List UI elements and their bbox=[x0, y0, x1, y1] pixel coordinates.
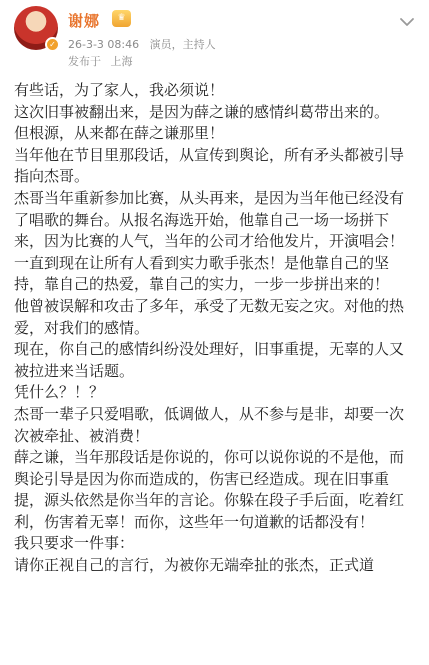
paragraph: 他曾被误解和攻击了多年，承受了无数无妄之灾。对他的热爱，对我们的感情。 bbox=[14, 296, 405, 337]
paragraph: 这次旧事被翻出来，是因为薛之谦的感情纠葛带出来的。 bbox=[14, 102, 390, 121]
post-content bbox=[14, 80, 418, 577]
paragraph: 当年他在节目里那段话，从宣传到舆论，所有矛头都被引导指向杰哥。 bbox=[14, 145, 405, 186]
location-prefix: 发布于 bbox=[68, 55, 101, 68]
user-role: 演员，主持人 bbox=[149, 38, 216, 51]
chevron-down-icon bbox=[395, 10, 419, 34]
paragraph: 有些话，为了家人，我必须说！ bbox=[14, 81, 225, 99]
username[interactable]: 谢娜 bbox=[68, 12, 101, 30]
paragraph: 杰哥当年重新参加比赛，从头再来，是因为当年他已经没有了唱歌的舞台。从报名海选开始，他靠自己一场一场拼下来，因为比赛的人气，当年的公司才给他发片，开演唱会！一直到现在让所有人看到实力歌手张杰！是他靠自己的坚持，靠自己的热爱，靠自己的实力，一步一步拼出来的！ bbox=[14, 188, 405, 294]
location-place: 上海 bbox=[110, 55, 133, 68]
paragraph: 杰哥一辈子只爱唱歌，低调做人，从不参与是非，却要一次次被牵扯、被消费！ bbox=[14, 404, 405, 445]
paragraph: 但根源，从来都在薛之谦那里！ bbox=[14, 124, 225, 143]
paragraph: 薛之谦，当年那段话是你说的，你可以说你说的不是他，而舆论引导是因为你而造成的，伤害已经造成。现在旧事重提，源头依然是你当年的言论。你躲在段子手后面，吃着红利，伤害着无辜！而你，这些年一句道歉的话都没有！ bbox=[14, 448, 405, 531]
vip-badge-icon: ♛ bbox=[112, 10, 131, 27]
paragraph: 现在，你自己的感情纠纷没处理好，旧事重提，无辜的人又被拉进来当话题。 bbox=[14, 340, 405, 380]
post-time: 26-3-3 08:46 bbox=[68, 38, 140, 51]
verified-badge-icon: ✓ bbox=[45, 37, 60, 52]
paragraph: 请你正视自己的言行，为被你无端牵扯的张杰，正式道 bbox=[14, 556, 375, 575]
post-header bbox=[0, 0, 429, 76]
post-location bbox=[68, 53, 139, 69]
post-meta bbox=[68, 36, 223, 52]
paragraph: 凭什么？！？ bbox=[14, 383, 105, 402]
paragraph: 我只要求一件事： bbox=[14, 534, 135, 553]
avatar-container[interactable] bbox=[14, 6, 58, 50]
more-options-button[interactable] bbox=[395, 10, 419, 34]
